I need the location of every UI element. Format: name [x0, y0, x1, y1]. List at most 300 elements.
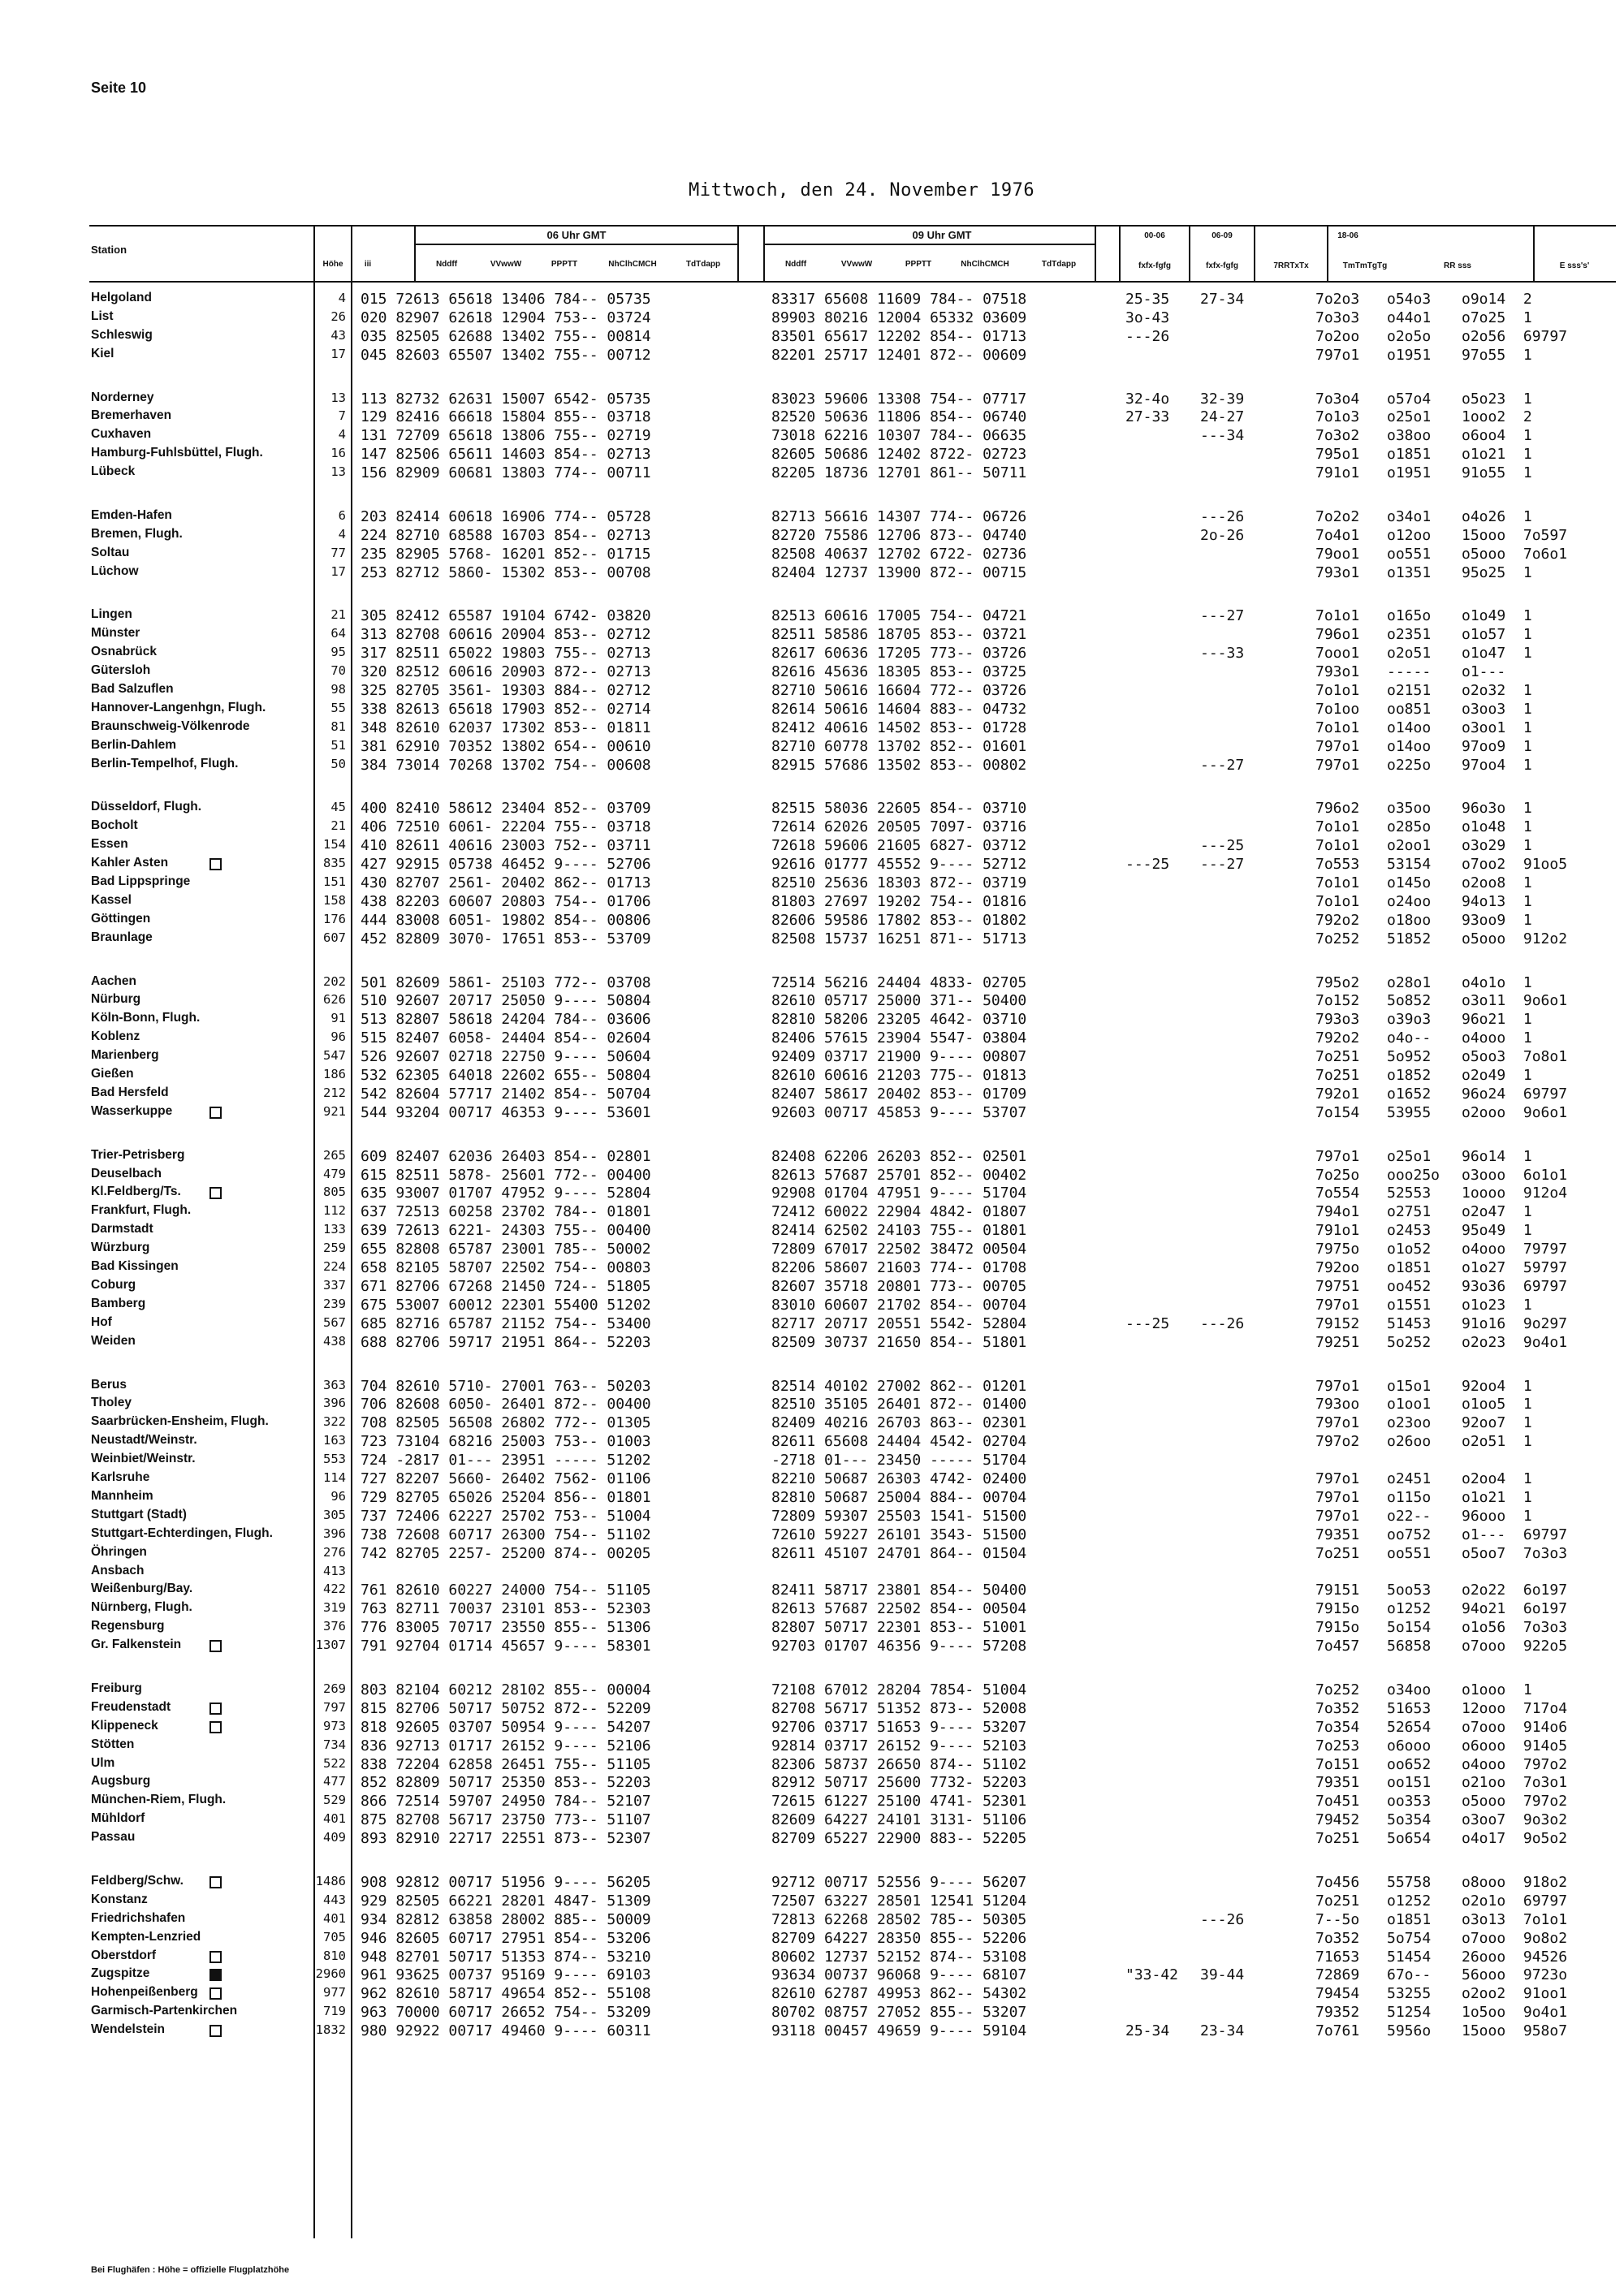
station-name: Cuxhaven: [91, 427, 152, 442]
station-name: Düsseldorf, Flugh.: [91, 800, 202, 814]
obs-09-values: 92703 01707 46356 9---- 57208: [771, 1638, 1027, 1655]
station-name: Bad Kissingen: [91, 1259, 179, 1274]
rr-esss-value: o8ooo 918o2: [1462, 1873, 1568, 1891]
tm-value: o1551: [1387, 1296, 1432, 1314]
obs-06-values: 852 82809 50717 25350 853-- 52203: [361, 1774, 651, 1792]
rr-esss-value: 96o24 69797: [1462, 1085, 1568, 1103]
station-height: 477: [323, 1774, 346, 1789]
obs-06-values: 737 72406 62227 25702 753-- 51004: [361, 1507, 651, 1525]
wind-0609: ---34: [1200, 427, 1245, 445]
station-name: Frankfurt, Flugh.: [91, 1203, 192, 1218]
temp-rr-value: 7915o: [1315, 1600, 1360, 1618]
header-06-rule: [414, 244, 739, 245]
divider-06: [414, 225, 416, 282]
wind-0609: 23-34: [1200, 2022, 1245, 2040]
temp-rr-value: 793o1: [1315, 663, 1360, 681]
tm-value: 53154: [1387, 856, 1432, 874]
obs-09-values: 80702 08757 27052 855-- 53207: [771, 2004, 1027, 2022]
temp-rr-value: 797o2: [1315, 1433, 1360, 1451]
obs-09-values: 92409 03717 21900 9---- 00807: [771, 1048, 1027, 1066]
tm-value: o2o51: [1387, 645, 1432, 662]
rr-esss-value: o2o23 9o4o1: [1462, 1333, 1568, 1351]
obs-06-values: 147 82506 65611 14603 854-- 02713: [361, 446, 651, 464]
wind-0609: ---26: [1200, 1314, 1245, 1332]
tm-value: o2751: [1387, 1203, 1432, 1221]
square-icon: [209, 1703, 222, 1715]
station-height: 13: [330, 464, 346, 480]
wind-0006: ---26: [1125, 327, 1170, 345]
station-name: Garmisch-Partenkirchen: [91, 2004, 238, 2018]
header-09-rule: [763, 244, 1096, 245]
temp-rr-value: 7o451: [1315, 1793, 1360, 1810]
station-height: 95: [330, 645, 346, 660]
station-height: 6: [338, 507, 346, 523]
temp-rr-value: 792o2: [1315, 1029, 1360, 1047]
station-name: Weiden: [91, 1333, 136, 1348]
obs-09-values: 82510 35105 26401 872-- 01400: [771, 1396, 1027, 1413]
station-height: 810: [323, 1948, 346, 1963]
station-name: Münster: [91, 626, 140, 641]
rr-esss-value: o1o23 1: [1462, 1296, 1532, 1314]
obs-09-values: 82210 50687 26303 4742- 02400: [771, 1470, 1027, 1487]
station-height: 45: [330, 800, 346, 815]
obs-06-values: 675 53007 60012 22301 55400 51202: [361, 1296, 651, 1314]
tm-value: o225o: [1387, 756, 1432, 774]
temp-rr-value: 79oo1: [1315, 545, 1360, 563]
rr-esss-value: o5oo7 7o3o3: [1462, 1544, 1568, 1562]
wind-0006: "33-42: [1125, 1966, 1179, 1984]
tm-value: -----: [1387, 663, 1432, 681]
station-height: 96: [330, 1488, 346, 1504]
temp-rr-value: 797o1: [1315, 346, 1360, 364]
obs-06-values: 929 82505 66221 28201 4847- 51309: [361, 1892, 651, 1910]
rr-esss-value: o3oo3 1: [1462, 700, 1532, 718]
station-height: 921: [323, 1103, 346, 1119]
obs-06-values: 015 72613 65618 13406 784-- 05735: [361, 291, 651, 308]
station-height: 443: [323, 1892, 346, 1907]
obs-09-values: 82607 35718 20801 773-- 00705: [771, 1277, 1027, 1295]
divider-periods-3: [1254, 225, 1255, 282]
station-height: 21: [330, 818, 346, 834]
rr-esss-value: o1oo5 1: [1462, 1396, 1532, 1413]
station-height: 396: [323, 1526, 346, 1541]
obs-09-values: 82508 15737 16251 871-- 51713: [771, 930, 1027, 947]
tm-value: o1oo1: [1387, 1396, 1432, 1413]
obs-06-values: 325 82705 3561- 19303 884-- 02712: [361, 682, 651, 700]
tm-value: o12oo: [1387, 526, 1432, 544]
header-iii: iii: [364, 260, 372, 269]
wind-0006: 25-35: [1125, 291, 1170, 308]
station-name: Nürburg: [91, 992, 141, 1007]
tm-value: 5o354: [1387, 1811, 1432, 1829]
station-name: Darmstadt: [91, 1222, 153, 1236]
station-name: Marienberg: [91, 1048, 159, 1063]
wind-0609: ---27: [1200, 756, 1245, 774]
station-name: Gießen: [91, 1067, 134, 1081]
rr-esss-value: o2o32 1: [1462, 682, 1532, 700]
obs-09-values: 82406 57615 23904 5547- 03804: [771, 1029, 1027, 1047]
header-tm: TmTmTgTg: [1342, 261, 1388, 270]
divider-06-right: [737, 225, 739, 282]
rr-esss-value: 96o3o 1: [1462, 800, 1532, 818]
wind-0609: 27-34: [1200, 291, 1245, 308]
rr-esss-value: o1ooo 1: [1462, 1681, 1532, 1698]
station-height: 269: [323, 1681, 346, 1696]
obs-09-values: 82509 30737 21650 854-- 51801: [771, 1333, 1027, 1351]
station-name: Gütersloh: [91, 663, 151, 678]
obs-06-values: 224 82710 68588 16703 854-- 02713: [361, 526, 651, 544]
header-hoehe: Höhe: [322, 260, 343, 269]
rr-esss-value: 1oooo 912o4: [1462, 1185, 1568, 1202]
station-height: 396: [323, 1396, 346, 1411]
station-name: Kl.Feldberg/Ts.: [91, 1185, 181, 1199]
obs-09-values: 72809 59307 25503 1541- 51500: [771, 1507, 1027, 1525]
station-height: 114: [323, 1470, 346, 1485]
header-vvwww-09: VVwwW: [840, 260, 873, 269]
tm-value: o18oo: [1387, 911, 1432, 929]
temp-rr-value: 79751: [1315, 1277, 1360, 1295]
station-height: 719: [323, 2004, 346, 2019]
rr-esss-value: o1o21 1: [1462, 446, 1532, 464]
temp-rr-value: 7o1o3: [1315, 408, 1360, 426]
obs-09-values: 82912 50717 25600 7732- 52203: [771, 1774, 1027, 1792]
temp-rr-value: 796o1: [1315, 626, 1360, 644]
rr-esss-value: o5ooo 7o6o1: [1462, 545, 1568, 563]
obs-09-values: 72813 62268 28502 785-- 50305: [771, 1910, 1027, 1928]
temp-rr-value: 797o1: [1315, 1507, 1360, 1525]
rr-esss-value: o4ooo 1: [1462, 1029, 1532, 1047]
obs-06-values: 980 92922 00717 49460 9---- 60311: [361, 2022, 651, 2040]
temp-rr-value: 7o3o4: [1315, 390, 1360, 408]
obs-06-values: 948 82701 50717 51353 874-- 53210: [361, 1948, 651, 1966]
rr-esss-value: o4o17 9o5o2: [1462, 1830, 1568, 1848]
tm-value: 55758: [1387, 1873, 1432, 1891]
temp-rr-value: 7o25o: [1315, 1166, 1360, 1184]
temp-rr-value: 7o151: [1315, 1755, 1360, 1773]
obs-06-values: 427 92915 05738 46452 9---- 52706: [361, 856, 651, 874]
header-period-1806: 18-06: [1337, 231, 1358, 240]
station-name: Coburg: [91, 1277, 136, 1292]
tm-value: o54o3: [1387, 291, 1432, 308]
wind-0006: ---25: [1125, 856, 1170, 874]
station-height: 705: [323, 1929, 346, 1944]
temp-rr-value: 7o1o1: [1315, 719, 1360, 736]
station-height: 50: [330, 756, 346, 771]
rr-esss-value: o3o29 1: [1462, 837, 1532, 855]
station-height: 522: [323, 1755, 346, 1771]
obs-09-values: 82508 40637 12702 6722- 02736: [771, 545, 1027, 563]
tm-value: o34oo: [1387, 1681, 1432, 1698]
rr-esss-value: o7o25 1: [1462, 309, 1532, 326]
obs-06-values: 803 82104 60212 28102 855-- 00004: [361, 1681, 651, 1698]
station-height: 319: [323, 1600, 346, 1616]
station-name: Kahler Asten: [91, 856, 169, 870]
tm-value: o24oo: [1387, 892, 1432, 910]
obs-09-values: 72809 67017 22502 38472 00504: [771, 1241, 1027, 1258]
rr-esss-value: o3oo7 9o3o2: [1462, 1811, 1568, 1829]
tm-value: o2453: [1387, 1222, 1432, 1240]
station-name: Deuselbach: [91, 1166, 162, 1180]
obs-06-values: 615 82511 5878- 25601 772-- 00400: [361, 1166, 651, 1184]
obs-06-values: 203 82414 60618 16906 774-- 05728: [361, 507, 651, 525]
tm-value: o1851: [1387, 446, 1432, 464]
obs-06-values: 348 82610 62037 17302 853-- 01811: [361, 719, 651, 736]
obs-09-values: 82610 62787 49953 862-- 54302: [771, 1985, 1027, 2003]
station-height: 98: [330, 682, 346, 697]
tm-value: o1351: [1387, 563, 1432, 581]
station-height: 2960: [315, 1966, 346, 1982]
obs-09-values: 92908 01704 47951 9---- 51704: [771, 1185, 1027, 1202]
obs-09-values: 82513 60616 17005 754-- 04721: [771, 607, 1027, 625]
station-height: 151: [323, 874, 346, 890]
station-name: Lingen: [91, 607, 132, 622]
temp-rr-value: 7o251: [1315, 1048, 1360, 1066]
tm-value: 52654: [1387, 1718, 1432, 1736]
date-line: Mittwoch, den 24. November 1976: [689, 180, 1035, 201]
rr-esss-value: o4o26 1: [1462, 507, 1532, 525]
obs-09-values: 72614 62026 20505 7097- 03716: [771, 818, 1027, 836]
obs-06-values: 406 72510 6061- 22204 755-- 03718: [361, 818, 651, 836]
obs-09-values: 92706 03717 51653 9---- 53207: [771, 1718, 1027, 1736]
station-height: 337: [323, 1277, 346, 1293]
temp-rr-value: 7o554: [1315, 1185, 1360, 1202]
temp-rr-value: 7o251: [1315, 1892, 1360, 1910]
obs-09-values: 82404 12737 13900 872-- 00715: [771, 563, 1027, 581]
obs-09-values: 92814 03717 26152 9---- 52103: [771, 1737, 1027, 1754]
temp-rr-value: 7o251: [1315, 1544, 1360, 1562]
header-nddff-09: Nddff: [784, 260, 807, 269]
obs-06-values: 761 82610 60227 24000 754-- 51105: [361, 1582, 651, 1599]
obs-09-values: 89903 80216 12004 65332 03609: [771, 309, 1027, 326]
station-name: Hohenpeißenberg: [91, 1985, 198, 2000]
station-name: Trier-Petrisberg: [91, 1147, 185, 1162]
station-name: Zugspitze: [91, 1966, 150, 1981]
header-period-0609: 06-09: [1212, 231, 1233, 240]
temp-rr-value: 7o2o3: [1315, 291, 1360, 308]
tm-value: o34o1: [1387, 507, 1432, 525]
station-height: 186: [323, 1067, 346, 1082]
station-height: 64: [330, 626, 346, 641]
tm-value: o26oo: [1387, 1433, 1432, 1451]
station-name: Bremen, Flugh.: [91, 526, 183, 541]
rr-esss-value: o2ooo 9o6o1: [1462, 1103, 1568, 1121]
temp-rr-value: 793o3: [1315, 1011, 1360, 1029]
temp-rr-value: 7o1o1: [1315, 892, 1360, 910]
obs-09-values: 72618 59606 21605 6827- 03712: [771, 837, 1027, 855]
header-ppptt-09: PPPTT: [905, 260, 932, 269]
obs-06-values: 815 82706 50717 50752 872-- 52209: [361, 1699, 651, 1717]
temp-rr-value: 7o3o3: [1315, 309, 1360, 326]
station-name: Bad Salzuflen: [91, 682, 174, 697]
square-icon: [209, 1107, 222, 1119]
obs-06-values: 253 82712 5860- 15302 853-- 00708: [361, 563, 651, 581]
station-name: Augsburg: [91, 1774, 151, 1789]
obs-09-values: 82414 62502 24103 755-- 01801: [771, 1222, 1027, 1240]
wind-0609: ---26: [1200, 507, 1245, 525]
temp-rr-value: 797o1: [1315, 1147, 1360, 1165]
rr-esss-value: 1ooo2 2: [1462, 408, 1532, 426]
rr-esss-value: 1o5oo 9o4o1: [1462, 2004, 1568, 2022]
obs-06-values: 532 62305 64018 22602 655-- 50804: [361, 1067, 651, 1085]
obs-09-values: 83023 59606 13308 754-- 07717: [771, 390, 1027, 408]
tm-value: 5o154: [1387, 1619, 1432, 1637]
tm-value: 5o754: [1387, 1929, 1432, 1947]
tm-value: o44o1: [1387, 309, 1432, 326]
station-height: 17: [330, 346, 346, 361]
rr-esss-value: 97oo4 1: [1462, 756, 1532, 774]
obs-06-values: 035 82505 62688 13402 755-- 00814: [361, 327, 651, 345]
tm-value: oo851: [1387, 700, 1432, 718]
station-name: Ulm: [91, 1755, 115, 1770]
obs-06-values: 818 92605 03707 50954 9---- 54207: [361, 1718, 651, 1736]
temp-rr-value: 7ooo1: [1315, 645, 1360, 662]
obs-06-values: 113 82732 62631 15007 6542- 05735: [361, 390, 651, 408]
station-height: 96: [330, 1029, 346, 1045]
obs-06-values: 235 82905 5768- 16201 852-- 01715: [361, 545, 651, 563]
obs-09-values: 82606 59586 17802 853-- 01802: [771, 911, 1027, 929]
station-height: 401: [323, 1811, 346, 1827]
temp-rr-value: 797o1: [1315, 737, 1360, 755]
obs-09-values: 72507 63227 28501 12541 51204: [771, 1892, 1027, 1910]
station-height: 70: [330, 663, 346, 679]
station-height: 4: [338, 427, 346, 442]
station-name: Bremerhaven: [91, 408, 172, 423]
obs-09-values: 82810 50687 25004 884-- 00704: [771, 1488, 1027, 1506]
obs-06-values: 400 82410 58612 23404 852-- 03709: [361, 800, 651, 818]
rr-esss-value: o1o49 1: [1462, 607, 1532, 625]
obs-06-values: 384 73014 70268 13702 754-- 00608: [361, 756, 651, 774]
temp-rr-value: 7o251: [1315, 1830, 1360, 1848]
station-height: 81: [330, 719, 346, 734]
header-ff-1: fxfx-fgfg: [1138, 261, 1171, 270]
tm-value: 53255: [1387, 1985, 1432, 2003]
header-ff-2: fxfx-fgfg: [1206, 261, 1238, 270]
footer-note: Bei Flughäfen : Höhe = offizielle Flugplatzhöhe: [91, 2265, 290, 2275]
station-height: 17: [330, 563, 346, 579]
header-06-uhr: 06 Uhr GMT: [546, 229, 607, 241]
obs-06-values: 381 62910 70352 13802 654-- 00610: [361, 737, 651, 755]
obs-06-values: 544 93204 00717 46353 9---- 53601: [361, 1103, 651, 1121]
obs-06-values: 609 82407 62036 26403 854-- 02801: [361, 1147, 651, 1165]
wind-0609: 32-39: [1200, 390, 1245, 408]
rr-esss-value: o5ooo 797o2: [1462, 1793, 1568, 1810]
obs-06-values: 723 73104 68216 25003 753-- 01003: [361, 1433, 651, 1451]
station-name: Braunschweig-Völkenrode: [91, 719, 250, 733]
wind-0609: ---27: [1200, 856, 1245, 874]
station-name: Helgoland: [91, 291, 152, 304]
temp-rr-value: 7--5o: [1315, 1910, 1360, 1928]
obs-09-values: 93634 00737 96068 9---- 68107: [771, 1966, 1027, 1984]
tm-value: o23oo: [1387, 1414, 1432, 1432]
rr-esss-value: o21oo 7o3o1: [1462, 1774, 1568, 1792]
rr-esss-value: o3oo1 1: [1462, 719, 1532, 736]
rr-esss-value: o9o14 2: [1462, 291, 1532, 308]
tm-value: 5o852: [1387, 992, 1432, 1010]
obs-09-values: -2718 01--- 23450 ----- 51704: [771, 1452, 1027, 1470]
rr-esss-value: 92oo7 1: [1462, 1414, 1532, 1432]
wind-0006: 32-4o: [1125, 390, 1170, 408]
tm-value: o1252: [1387, 1600, 1432, 1618]
temp-rr-value: 7o2oo: [1315, 327, 1360, 345]
obs-09-values: 82201 25717 12401 872-- 00609: [771, 346, 1027, 364]
rr-esss-value: o5oo3 7o8o1: [1462, 1048, 1568, 1066]
rr-esss-value: 94o13 1: [1462, 892, 1532, 910]
tm-value: oo752: [1387, 1526, 1432, 1543]
station-name: Wasserkuppe: [91, 1103, 173, 1118]
station-name: Koblenz: [91, 1029, 140, 1044]
tm-value: o2351: [1387, 626, 1432, 644]
station-name: Mühldorf: [91, 1811, 145, 1826]
obs-09-values: 81803 27697 19202 754-- 01816: [771, 892, 1027, 910]
obs-06-values: 129 82416 66618 15804 855-- 03718: [361, 408, 651, 426]
rr-esss-value: o2oo8 1: [1462, 874, 1532, 892]
station-name: Nürnberg, Flugh.: [91, 1600, 192, 1615]
obs-09-values: 82205 18736 12701 861-- 50711: [771, 464, 1027, 482]
square-icon: [209, 1876, 222, 1888]
filled-square-icon: [209, 1969, 222, 1981]
temp-rr-value: 797o1: [1315, 1470, 1360, 1487]
tm-value: oo551: [1387, 545, 1432, 563]
tm-value: oo551: [1387, 1544, 1432, 1562]
station-height: 529: [323, 1793, 346, 1808]
rr-esss-value: 95o25 1: [1462, 563, 1532, 581]
tm-value: oo652: [1387, 1755, 1432, 1773]
tm-value: 51254: [1387, 2004, 1432, 2022]
obs-06-values: 020 82907 62618 12904 753-- 03724: [361, 309, 651, 326]
obs-09-values: 82708 56717 51352 873-- 52008: [771, 1699, 1027, 1717]
station-height: 77: [330, 545, 346, 560]
rr-esss-value: o1o57 1: [1462, 626, 1532, 644]
temp-rr-value: 79152: [1315, 1314, 1360, 1332]
station-height: 607: [323, 930, 346, 945]
station-name: Kempten-Lenzried: [91, 1929, 201, 1944]
wind-0006: ---25: [1125, 1314, 1170, 1332]
rr-esss-value: 12ooo 717o4: [1462, 1699, 1568, 1717]
station-name: Aachen: [91, 973, 136, 988]
wind-0609: ---26: [1200, 1910, 1245, 1928]
rr-esss-value: o4ooo 797o2: [1462, 1755, 1568, 1773]
obs-09-values: 72615 61227 25100 4741- 52301: [771, 1793, 1027, 1810]
temp-rr-value: 71653: [1315, 1948, 1360, 1966]
divider-periods-5: [1533, 225, 1535, 282]
wind-0609: 24-27: [1200, 408, 1245, 426]
station-height: 224: [323, 1259, 346, 1275]
obs-06-values: 635 93007 01707 47952 9---- 52804: [361, 1185, 651, 1202]
tm-value: oo151: [1387, 1774, 1432, 1792]
tm-value: o25o1: [1387, 1147, 1432, 1165]
station-name: Hannover-Langenhgn, Flugh.: [91, 700, 266, 714]
tm-value: oo452: [1387, 1277, 1432, 1295]
obs-06-values: 893 82910 22717 22551 873-- 52307: [361, 1830, 651, 1848]
obs-09-values: 82713 56616 14307 774-- 06726: [771, 507, 1027, 525]
obs-09-values: 82613 57687 22502 854-- 00504: [771, 1600, 1027, 1618]
rr-esss-value: o6ooo 914o5: [1462, 1737, 1568, 1754]
temp-rr-value: 797o1: [1315, 1377, 1360, 1395]
tm-value: o115o: [1387, 1488, 1432, 1506]
tm-value: 5956o: [1387, 2022, 1432, 2040]
station-height: 91: [330, 1011, 346, 1026]
station-name: Berlin-Dahlem: [91, 737, 177, 752]
obs-06-values: 526 92607 02718 22750 9---- 50604: [361, 1048, 651, 1066]
obs-09-values: 82605 50686 12402 8722- 02723: [771, 446, 1027, 464]
temp-rr-value: 7o154: [1315, 1103, 1360, 1121]
station-name: List: [91, 309, 114, 323]
wind-0609: 39-44: [1200, 1966, 1245, 1984]
temp-rr-value: 7o761: [1315, 2022, 1360, 2040]
divider-09-left: [763, 225, 765, 282]
tm-value: 5o654: [1387, 1830, 1432, 1848]
station-name: Gr. Falkenstein: [91, 1638, 182, 1652]
